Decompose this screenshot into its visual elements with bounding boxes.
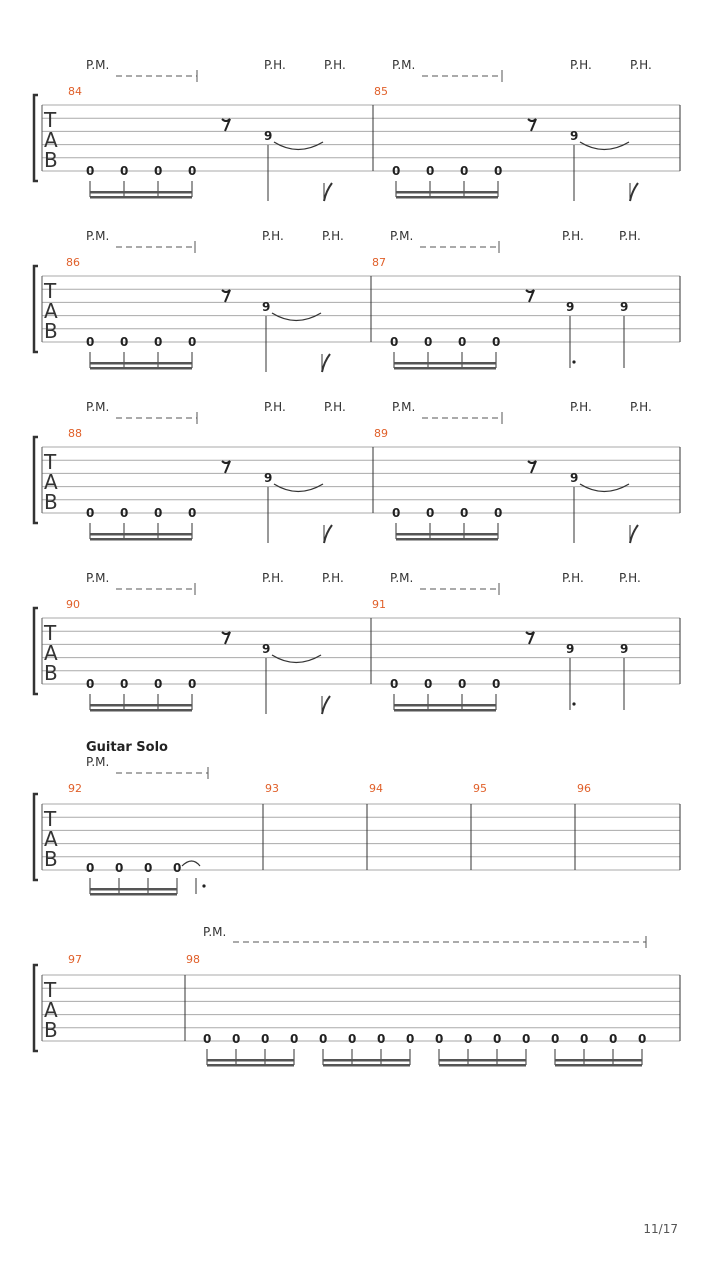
pinch-harmonic-label: P.H. bbox=[262, 571, 284, 585]
fret-number: 0 bbox=[460, 506, 469, 520]
tab-clef-b: B bbox=[44, 1018, 58, 1042]
tab-clef-a: A bbox=[44, 128, 58, 152]
beam bbox=[396, 533, 498, 536]
beam bbox=[394, 704, 496, 707]
fret-number: 0 bbox=[426, 506, 435, 520]
note-flag bbox=[630, 525, 638, 543]
tie bbox=[272, 313, 321, 321]
tab-clef-t: T bbox=[44, 108, 57, 132]
palm-mute-label: P.M. bbox=[86, 400, 110, 414]
beam bbox=[555, 1059, 642, 1062]
staff-bracket bbox=[34, 794, 38, 880]
fret-number: 0 bbox=[638, 1032, 647, 1046]
beam bbox=[396, 191, 498, 194]
measure-number: 87 bbox=[372, 256, 386, 269]
eighth-rest bbox=[222, 119, 230, 131]
measure-number: 85 bbox=[374, 85, 388, 98]
fret-number: 0 bbox=[86, 861, 95, 875]
tie bbox=[580, 484, 629, 492]
pinch-harmonic-label: P.H. bbox=[562, 229, 584, 243]
fret-number: 9 bbox=[620, 300, 629, 314]
measure-number: 94 bbox=[369, 782, 383, 795]
fret-number: 0 bbox=[458, 677, 467, 691]
measure-number: 92 bbox=[68, 782, 82, 795]
fret-number: 9 bbox=[566, 300, 575, 314]
fret-number: 0 bbox=[609, 1032, 618, 1046]
note-flag bbox=[322, 696, 330, 714]
beam bbox=[90, 893, 177, 896]
fret-number: 0 bbox=[86, 506, 95, 520]
beam bbox=[323, 1059, 410, 1062]
pinch-harmonic-label: P.H. bbox=[322, 229, 344, 243]
fret-number: 0 bbox=[464, 1032, 473, 1046]
section-title: Guitar Solo bbox=[86, 740, 168, 755]
measure-number: 96 bbox=[577, 782, 591, 795]
fret-number: 0 bbox=[203, 1032, 212, 1046]
palm-mute-label: P.M. bbox=[86, 755, 110, 769]
fret-number: 0 bbox=[115, 861, 124, 875]
eighth-rest bbox=[528, 461, 536, 473]
fret-number: 0 bbox=[426, 164, 435, 178]
pinch-harmonic-label: P.H. bbox=[570, 58, 592, 72]
fret-number: 9 bbox=[262, 642, 271, 656]
fret-number: 9 bbox=[566, 642, 575, 656]
pinch-harmonic-label: P.H. bbox=[264, 400, 286, 414]
tab-clef-a: A bbox=[44, 299, 58, 323]
eighth-rest bbox=[222, 290, 230, 302]
fret-number: 9 bbox=[262, 300, 271, 314]
pinch-harmonic-label: P.H. bbox=[562, 571, 584, 585]
beam bbox=[396, 538, 498, 541]
fret-number: 0 bbox=[392, 506, 401, 520]
eighth-rest bbox=[526, 290, 534, 302]
fret-number: 0 bbox=[492, 677, 501, 691]
fret-number: 0 bbox=[86, 335, 95, 349]
measure-number: 90 bbox=[66, 598, 80, 611]
measure-number: 97 bbox=[68, 953, 82, 966]
fret-number: 9 bbox=[570, 129, 579, 143]
beam bbox=[323, 1064, 410, 1067]
fret-number: 0 bbox=[494, 506, 503, 520]
pinch-harmonic-label: P.H. bbox=[324, 400, 346, 414]
pinch-harmonic-label: P.H. bbox=[262, 229, 284, 243]
fret-number: 0 bbox=[377, 1032, 386, 1046]
eighth-rest bbox=[526, 632, 534, 644]
fret-number: 0 bbox=[551, 1032, 560, 1046]
dot bbox=[202, 884, 205, 887]
fret-number: 0 bbox=[424, 335, 433, 349]
fret-number: 0 bbox=[348, 1032, 357, 1046]
staff-bracket bbox=[34, 95, 38, 181]
palm-mute-label: P.M. bbox=[86, 58, 110, 72]
palm-mute-label: P.M. bbox=[390, 229, 414, 243]
palm-mute-label: P.M. bbox=[390, 571, 414, 585]
fret-number: 0 bbox=[188, 164, 197, 178]
beam bbox=[394, 367, 496, 370]
staff-bracket bbox=[34, 437, 38, 523]
tab-clef-b: B bbox=[44, 490, 58, 514]
eighth-rest bbox=[528, 119, 536, 131]
fret-number: 9 bbox=[264, 129, 273, 143]
fret-number: 0 bbox=[435, 1032, 444, 1046]
fret-number: 0 bbox=[406, 1032, 415, 1046]
staff-bracket bbox=[34, 965, 38, 1051]
tie bbox=[274, 484, 323, 492]
beam bbox=[394, 362, 496, 365]
tab-clef-b: B bbox=[44, 319, 58, 343]
pinch-harmonic-label: P.H. bbox=[630, 400, 652, 414]
measure-number: 86 bbox=[66, 256, 80, 269]
eighth-rest bbox=[222, 632, 230, 644]
fret-number: 0 bbox=[173, 861, 182, 875]
palm-mute-label: P.M. bbox=[392, 58, 416, 72]
fret-number: 0 bbox=[392, 164, 401, 178]
fret-number: 0 bbox=[188, 335, 197, 349]
fret-number: 0 bbox=[232, 1032, 241, 1046]
fret-number: 0 bbox=[290, 1032, 299, 1046]
fret-number: 0 bbox=[494, 164, 503, 178]
tab-clef-t: T bbox=[44, 621, 57, 645]
fret-number: 0 bbox=[460, 164, 469, 178]
fret-number: 0 bbox=[261, 1032, 270, 1046]
fret-number: 9 bbox=[620, 642, 629, 656]
pinch-harmonic-label: P.H. bbox=[619, 229, 641, 243]
fret-number: 0 bbox=[144, 861, 153, 875]
tab-clef-b: B bbox=[44, 661, 58, 685]
beam bbox=[207, 1064, 294, 1067]
note-flag bbox=[322, 354, 330, 372]
note-flag bbox=[324, 183, 332, 201]
fret-number: 0 bbox=[154, 677, 163, 691]
measure-number: 95 bbox=[473, 782, 487, 795]
fret-number: 9 bbox=[264, 471, 273, 485]
fret-number: 0 bbox=[424, 677, 433, 691]
measure-number: 91 bbox=[372, 598, 386, 611]
fret-number: 0 bbox=[188, 506, 197, 520]
beam bbox=[90, 709, 192, 712]
fret-number: 0 bbox=[493, 1032, 502, 1046]
dot bbox=[572, 702, 575, 705]
beam bbox=[90, 196, 192, 199]
pinch-harmonic-label: P.H. bbox=[322, 571, 344, 585]
tab-clef-b: B bbox=[44, 148, 58, 172]
dot bbox=[572, 360, 575, 363]
fret-number: 0 bbox=[154, 506, 163, 520]
tie bbox=[274, 142, 323, 150]
tab-clef-a: A bbox=[44, 470, 58, 494]
beam bbox=[394, 709, 496, 712]
tab-clef-t: T bbox=[44, 807, 57, 831]
fret-number: 0 bbox=[86, 677, 95, 691]
fret-number: 0 bbox=[120, 677, 129, 691]
fret-number: 0 bbox=[390, 677, 399, 691]
beam bbox=[396, 196, 498, 199]
palm-mute-label: P.M. bbox=[86, 571, 110, 585]
tab-clef-a: A bbox=[44, 827, 58, 851]
tab-clef-a: A bbox=[44, 998, 58, 1022]
palm-mute-label: P.M. bbox=[203, 925, 227, 939]
fret-number: 0 bbox=[580, 1032, 589, 1046]
beam bbox=[555, 1064, 642, 1067]
tab-clef-t: T bbox=[44, 978, 57, 1002]
fret-number: 0 bbox=[120, 506, 129, 520]
tie bbox=[272, 655, 321, 663]
beam bbox=[90, 888, 177, 891]
pinch-harmonic-label: P.H. bbox=[264, 58, 286, 72]
beam bbox=[90, 538, 192, 541]
fret-number: 0 bbox=[458, 335, 467, 349]
tab-clef-t: T bbox=[44, 279, 57, 303]
beam bbox=[90, 533, 192, 536]
fret-number: 0 bbox=[154, 335, 163, 349]
beam bbox=[90, 362, 192, 365]
staff-bracket bbox=[34, 266, 38, 352]
tie bbox=[182, 861, 200, 866]
eighth-rest bbox=[222, 461, 230, 473]
beam bbox=[207, 1059, 294, 1062]
fret-number: 0 bbox=[120, 164, 129, 178]
beam bbox=[90, 367, 192, 370]
staff-bracket bbox=[34, 608, 38, 694]
palm-mute-label: P.M. bbox=[392, 400, 416, 414]
beam bbox=[90, 704, 192, 707]
tie bbox=[580, 142, 629, 150]
fret-number: 9 bbox=[570, 471, 579, 485]
tab-clef-b: B bbox=[44, 847, 58, 871]
measure-number: 84 bbox=[68, 85, 82, 98]
pinch-harmonic-label: P.H. bbox=[324, 58, 346, 72]
beam bbox=[90, 191, 192, 194]
measure-number: 88 bbox=[68, 427, 82, 440]
pinch-harmonic-label: P.H. bbox=[619, 571, 641, 585]
fret-number: 0 bbox=[522, 1032, 531, 1046]
note-flag bbox=[630, 183, 638, 201]
tab-clef-a: A bbox=[44, 641, 58, 665]
fret-number: 0 bbox=[319, 1032, 328, 1046]
beam bbox=[439, 1059, 526, 1062]
measure-number: 93 bbox=[265, 782, 279, 795]
measure-number: 89 bbox=[374, 427, 388, 440]
tab-clef-t: T bbox=[44, 450, 57, 474]
fret-number: 0 bbox=[390, 335, 399, 349]
pinch-harmonic-label: P.H. bbox=[630, 58, 652, 72]
pinch-harmonic-label: P.H. bbox=[570, 400, 592, 414]
measure-number: 98 bbox=[186, 953, 200, 966]
fret-number: 0 bbox=[86, 164, 95, 178]
fret-number: 0 bbox=[188, 677, 197, 691]
fret-number: 0 bbox=[154, 164, 163, 178]
fret-number: 0 bbox=[120, 335, 129, 349]
beam bbox=[439, 1064, 526, 1067]
fret-number: 0 bbox=[492, 335, 501, 349]
note-flag bbox=[324, 525, 332, 543]
page-number: 11/17 bbox=[643, 1222, 678, 1236]
palm-mute-label: P.M. bbox=[86, 229, 110, 243]
